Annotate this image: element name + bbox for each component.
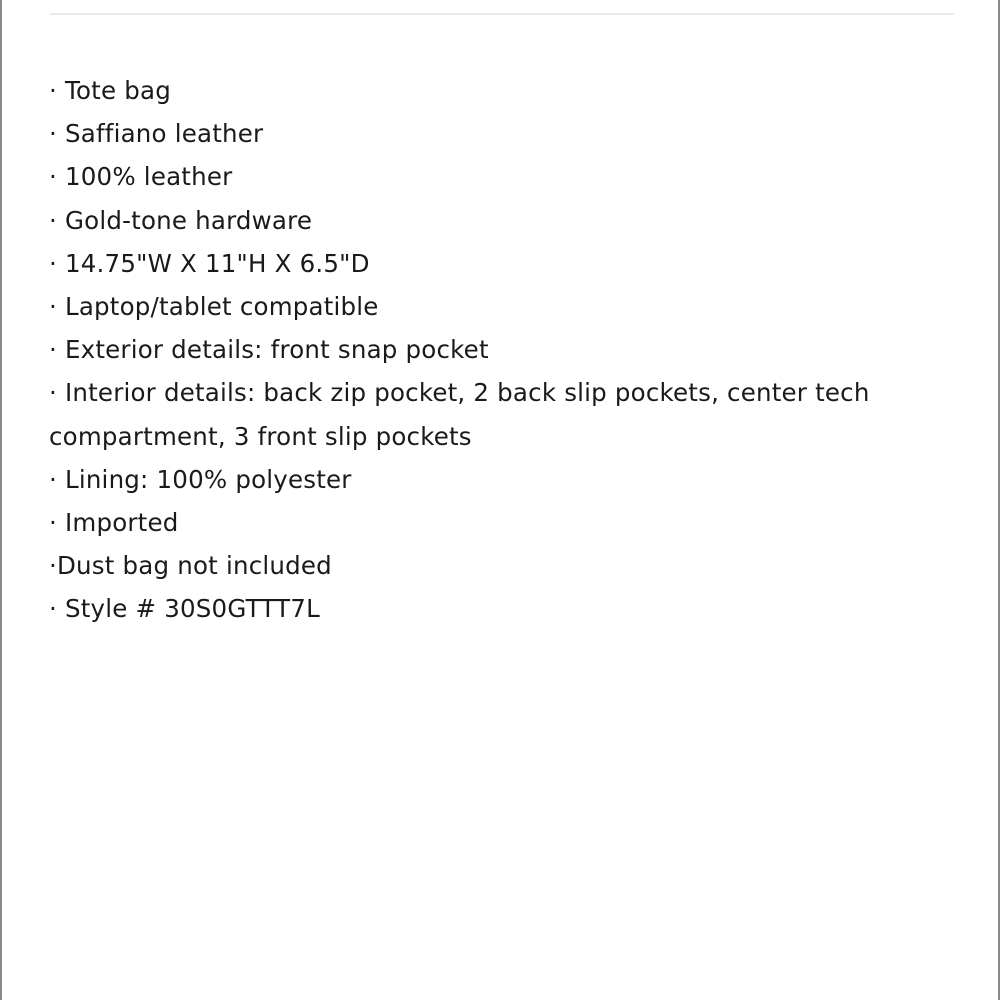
detail-item-type: · Tote bag	[49, 76, 171, 105]
detail-item-style-number: · Style # 30S0GTTT7L	[49, 594, 320, 624]
detail-item-dust-bag: ·Dust bag not included	[49, 551, 332, 581]
detail-item-material: · Saffiano leather	[49, 119, 264, 149]
product-details-list	[49, 69, 954, 631]
detail-item-hardware: · Gold-tone hardware	[49, 205, 313, 235]
detail-item-interior: · Interior details: back zip pocket, 2 back slip pockets, center tech compartment, 3 front slip pockets	[49, 378, 878, 451]
detail-item-exterior: · Exterior details: front snap pocket	[49, 335, 489, 365]
detail-item-dimensions: · 14.75"W X 11"H X 6.5"D	[49, 248, 370, 278]
detail-item-origin: · Imported	[49, 508, 179, 538]
detail-item-lining: · Lining: 100% polyester	[49, 464, 352, 494]
detail-item-compatibility: · Laptop/tablet compatible	[49, 292, 379, 322]
section-divider	[50, 13, 954, 15]
detail-item-composition: · 100% leather	[49, 162, 233, 192]
